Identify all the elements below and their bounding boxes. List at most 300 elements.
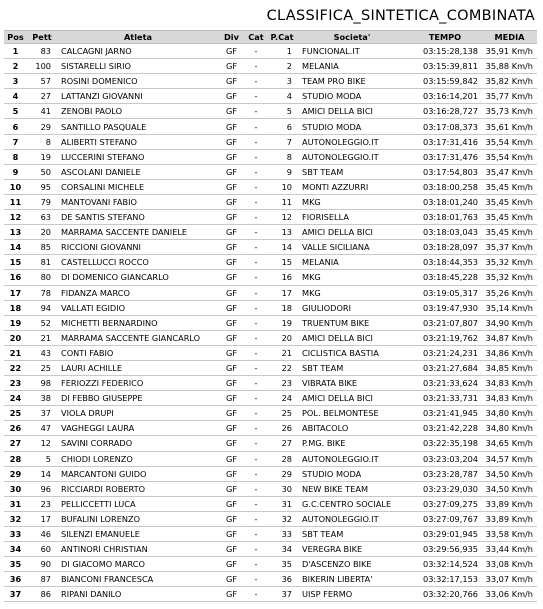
category-position-cell: 1 (268, 44, 296, 59)
bib-number-cell: 83 (27, 44, 57, 59)
division-cell: GF (219, 481, 244, 496)
bib-number-cell: 98 (27, 376, 57, 391)
division-cell: GF (219, 59, 244, 74)
team-cell: GIULIODORI (296, 300, 408, 315)
bib-number-cell: 43 (27, 345, 57, 360)
average-speed-cell: 34,80 Km/h (482, 421, 537, 436)
table-row (4, 285, 537, 300)
bib-number-cell: 60 (27, 542, 57, 557)
position-cell: 20 (4, 330, 27, 345)
athlete-name-cell: VIOLA DRUPI (57, 406, 219, 421)
position-cell: 34 (4, 542, 27, 557)
category-position-cell: 32 (268, 511, 296, 526)
bib-number-cell: 47 (27, 421, 57, 436)
team-cell: SBT TEAM (296, 164, 408, 179)
category-cell: - (244, 315, 268, 330)
bib-number-cell: 87 (27, 572, 57, 587)
division-cell: GF (219, 330, 244, 345)
athlete-name-cell: MARRAMA SACCENTE DANIELE (57, 225, 219, 240)
division-cell: GF (219, 406, 244, 421)
position-cell: 13 (4, 225, 27, 240)
division-cell: GF (219, 315, 244, 330)
time-cell: 03:15:39,811 (408, 59, 482, 74)
time-cell: 03:18:44,353 (408, 255, 482, 270)
category-position-cell: 36 (268, 572, 296, 587)
column-header-cat: Cat (244, 31, 268, 44)
position-cell: 4 (4, 89, 27, 104)
position-cell: 30 (4, 481, 27, 496)
division-cell: GF (219, 451, 244, 466)
athlete-name-cell: FERIOZZI FEDERICO (57, 376, 219, 391)
category-position-cell: 15 (268, 255, 296, 270)
category-position-cell: 19 (268, 315, 296, 330)
position-cell: 19 (4, 315, 27, 330)
team-cell: P.MG. BIKE (296, 436, 408, 451)
category-position-cell: 14 (268, 240, 296, 255)
time-cell: 03:18:45,228 (408, 270, 482, 285)
athlete-name-cell: SILENZI EMANUELE (57, 527, 219, 542)
table-row (4, 210, 537, 225)
category-position-cell: 23 (268, 376, 296, 391)
table-row (4, 572, 537, 587)
bib-number-cell: 41 (27, 104, 57, 119)
athlete-name-cell: VALLATI EGIDIO (57, 300, 219, 315)
time-cell: 03:21:33,624 (408, 376, 482, 391)
category-cell: - (244, 376, 268, 391)
average-speed-cell: 35,45 Km/h (482, 179, 537, 194)
time-cell: 03:27:09,767 (408, 511, 482, 526)
position-cell: 9 (4, 164, 27, 179)
column-header-pcat: P.Cat (268, 31, 296, 44)
division-cell: GF (219, 179, 244, 194)
team-cell: SBT TEAM (296, 360, 408, 375)
average-speed-cell: 35,26 Km/h (482, 285, 537, 300)
table-row (4, 119, 537, 134)
position-cell: 27 (4, 436, 27, 451)
time-cell: 03:17:31,476 (408, 149, 482, 164)
athlete-name-cell: MARCANTONI GUIDO (57, 466, 219, 481)
average-speed-cell: 33,58 Km/h (482, 527, 537, 542)
category-position-cell: 10 (268, 179, 296, 194)
team-cell: UISP FERMO (296, 587, 408, 602)
team-cell: MKG (296, 270, 408, 285)
table-row (4, 149, 537, 164)
athlete-name-cell: VAGHEGGI LAURA (57, 421, 219, 436)
position-cell: 15 (4, 255, 27, 270)
athlete-name-cell: CHIODI LORENZO (57, 451, 219, 466)
category-cell: - (244, 59, 268, 74)
athlete-name-cell: ROSINI DOMENICO (57, 74, 219, 89)
average-speed-cell: 34,50 Km/h (482, 466, 537, 481)
table-row (4, 421, 537, 436)
category-cell: - (244, 149, 268, 164)
division-cell: GF (219, 557, 244, 572)
time-cell: 03:21:27,684 (408, 360, 482, 375)
time-cell: 03:18:01,763 (408, 210, 482, 225)
team-cell: ABITACOLO (296, 421, 408, 436)
team-cell: AUTONOLEGGIO.IT (296, 511, 408, 526)
division-cell: GF (219, 572, 244, 587)
athlete-name-cell: RICCIARDI ROBERTO (57, 481, 219, 496)
table-row (4, 511, 537, 526)
athlete-name-cell: MARRAMA SACCENTE GIANCARLO (57, 330, 219, 345)
bib-number-cell: 86 (27, 587, 57, 602)
category-position-cell: 18 (268, 300, 296, 315)
time-cell: 03:21:41,945 (408, 406, 482, 421)
position-cell: 10 (4, 179, 27, 194)
bib-number-cell: 29 (27, 119, 57, 134)
athlete-name-cell: DE SANTIS STEFANO (57, 210, 219, 225)
average-speed-cell: 34,50 Km/h (482, 481, 537, 496)
average-speed-cell: 33,44 Km/h (482, 542, 537, 557)
position-cell: 14 (4, 240, 27, 255)
bib-number-cell: 23 (27, 496, 57, 511)
division-cell: GF (219, 119, 244, 134)
position-cell: 1 (4, 44, 27, 59)
team-cell: FUNCIONAL.IT (296, 44, 408, 59)
bib-number-cell: 57 (27, 74, 57, 89)
table-row (4, 481, 537, 496)
athlete-name-cell: PELLICCETTI LUCA (57, 496, 219, 511)
position-cell: 23 (4, 376, 27, 391)
column-header-pos: Pos (4, 31, 27, 44)
bib-number-cell: 20 (27, 225, 57, 240)
position-cell: 33 (4, 527, 27, 542)
time-cell: 03:32:20,766 (408, 587, 482, 602)
athlete-name-cell: SAVINI CORRADO (57, 436, 219, 451)
team-cell: VALLE SICILIANA (296, 240, 408, 255)
division-cell: GF (219, 300, 244, 315)
category-cell: - (244, 557, 268, 572)
team-cell: AMICI DELLA BICI (296, 391, 408, 406)
team-cell: VEREGRA BIKE (296, 542, 408, 557)
category-position-cell: 20 (268, 330, 296, 345)
athlete-name-cell: DI DOMENICO GIANCARLO (57, 270, 219, 285)
table-row (4, 406, 537, 421)
division-cell: GF (219, 466, 244, 481)
division-cell: GF (219, 542, 244, 557)
bib-number-cell: 94 (27, 300, 57, 315)
bib-number-cell: 17 (27, 511, 57, 526)
division-cell: GF (219, 89, 244, 104)
team-cell: AUTONOLEGGIO.IT (296, 451, 408, 466)
team-cell: NEW BIKE TEAM (296, 481, 408, 496)
category-position-cell: 25 (268, 406, 296, 421)
average-speed-cell: 35,77 Km/h (482, 89, 537, 104)
category-cell: - (244, 587, 268, 602)
athlete-name-cell: CORSALINI MICHELE (57, 179, 219, 194)
division-cell: GF (219, 421, 244, 436)
category-cell: - (244, 391, 268, 406)
time-cell: 03:17:31,416 (408, 134, 482, 149)
division-cell: GF (219, 134, 244, 149)
average-speed-cell: 34,86 Km/h (482, 345, 537, 360)
bib-number-cell: 12 (27, 436, 57, 451)
position-cell: 28 (4, 451, 27, 466)
athlete-name-cell: RICCIONI GIOVANNI (57, 240, 219, 255)
division-cell: GF (219, 345, 244, 360)
time-cell: 03:18:01,240 (408, 194, 482, 209)
bib-number-cell: 38 (27, 391, 57, 406)
category-position-cell: 35 (268, 557, 296, 572)
division-cell: GF (219, 74, 244, 89)
athlete-name-cell: DI FEBBO GIUSEPPE (57, 391, 219, 406)
category-position-cell: 6 (268, 119, 296, 134)
table-row (4, 557, 537, 572)
time-cell: 03:19:05,317 (408, 285, 482, 300)
table-row (4, 194, 537, 209)
column-header-tempo: TEMPO (408, 31, 482, 44)
category-position-cell: 3 (268, 74, 296, 89)
average-speed-cell: 34,87 Km/h (482, 330, 537, 345)
athlete-name-cell: ANTINORI CHRISTIAN (57, 542, 219, 557)
table-row (4, 104, 537, 119)
results-body (4, 44, 537, 602)
category-position-cell: 33 (268, 527, 296, 542)
table-row (4, 89, 537, 104)
athlete-name-cell: SANTILLO PASQUALE (57, 119, 219, 134)
average-speed-cell: 34,57 Km/h (482, 451, 537, 466)
bib-number-cell: 46 (27, 527, 57, 542)
division-cell: GF (219, 194, 244, 209)
category-position-cell: 17 (268, 285, 296, 300)
team-cell: MKG (296, 194, 408, 209)
position-cell: 17 (4, 285, 27, 300)
athlete-name-cell: MANTOVANI FABIO (57, 194, 219, 209)
athlete-name-cell: CALCAGNI JARNO (57, 44, 219, 59)
time-cell: 03:16:14,201 (408, 89, 482, 104)
category-cell: - (244, 436, 268, 451)
team-cell: AMICI DELLA BICI (296, 225, 408, 240)
athlete-name-cell: DI GIACOMO MARCO (57, 557, 219, 572)
position-cell: 12 (4, 210, 27, 225)
table-row (4, 436, 537, 451)
bib-number-cell: 80 (27, 270, 57, 285)
category-cell: - (244, 194, 268, 209)
table-row (4, 391, 537, 406)
category-cell: - (244, 44, 268, 59)
division-cell: GF (219, 391, 244, 406)
table-row (4, 330, 537, 345)
page-title: CLASSIFICA_SINTETICA_COMBINATA (266, 8, 535, 24)
bib-number-cell: 79 (27, 194, 57, 209)
average-speed-cell: 35,82 Km/h (482, 74, 537, 89)
bib-number-cell: 85 (27, 240, 57, 255)
time-cell: 03:17:54,803 (408, 164, 482, 179)
division-cell: GF (219, 210, 244, 225)
category-cell: - (244, 451, 268, 466)
team-cell: G.C.CENTRO SOCIALE (296, 496, 408, 511)
time-cell: 03:29:56,935 (408, 542, 482, 557)
table-row (4, 179, 537, 194)
division-cell: GF (219, 436, 244, 451)
table-row (4, 466, 537, 481)
athlete-name-cell: FIDANZA MARCO (57, 285, 219, 300)
time-cell: 03:18:28,097 (408, 240, 482, 255)
time-cell: 03:21:24,231 (408, 345, 482, 360)
time-cell: 03:15:59,842 (408, 74, 482, 89)
bib-number-cell: 37 (27, 406, 57, 421)
time-cell: 03:23:03,204 (408, 451, 482, 466)
average-speed-cell: 34,90 Km/h (482, 315, 537, 330)
bib-number-cell: 78 (27, 285, 57, 300)
team-cell: MELANIA (296, 59, 408, 74)
division-cell: GF (219, 240, 244, 255)
division-cell: GF (219, 360, 244, 375)
athlete-name-cell: ASCOLANI DANIELE (57, 164, 219, 179)
athlete-name-cell: RIPANI DANILO (57, 587, 219, 602)
athlete-name-cell: CASTELLUCCI ROCCO (57, 255, 219, 270)
category-position-cell: 13 (268, 225, 296, 240)
bib-number-cell: 27 (27, 89, 57, 104)
category-cell: - (244, 164, 268, 179)
position-cell: 3 (4, 74, 27, 89)
category-position-cell: 30 (268, 481, 296, 496)
average-speed-cell: 33,89 Km/h (482, 496, 537, 511)
position-cell: 18 (4, 300, 27, 315)
average-speed-cell: 35,61 Km/h (482, 119, 537, 134)
average-speed-cell: 34,80 Km/h (482, 406, 537, 421)
category-position-cell: 16 (268, 270, 296, 285)
average-speed-cell: 35,47 Km/h (482, 164, 537, 179)
table-row (4, 44, 537, 59)
category-position-cell: 31 (268, 496, 296, 511)
time-cell: 03:18:03,043 (408, 225, 482, 240)
division-cell: GF (219, 587, 244, 602)
position-cell: 7 (4, 134, 27, 149)
bib-number-cell: 100 (27, 59, 57, 74)
athlete-name-cell: LAURI ACHILLE (57, 360, 219, 375)
team-cell: STUDIO MODA (296, 466, 408, 481)
position-cell: 36 (4, 572, 27, 587)
time-cell: 03:15:28,138 (408, 44, 482, 59)
table-row (4, 164, 537, 179)
category-position-cell: 21 (268, 345, 296, 360)
table-row (4, 300, 537, 315)
bib-number-cell: 95 (27, 179, 57, 194)
average-speed-cell: 35,32 Km/h (482, 255, 537, 270)
table-row (4, 59, 537, 74)
athlete-name-cell: LUCCERINI STEFANO (57, 149, 219, 164)
category-cell: - (244, 496, 268, 511)
bib-number-cell: 50 (27, 164, 57, 179)
category-position-cell: 24 (268, 391, 296, 406)
time-cell: 03:19:47,930 (408, 300, 482, 315)
time-cell: 03:23:28,787 (408, 466, 482, 481)
bib-number-cell: 8 (27, 134, 57, 149)
category-position-cell: 11 (268, 194, 296, 209)
average-speed-cell: 33,08 Km/h (482, 557, 537, 572)
division-cell: GF (219, 511, 244, 526)
category-cell: - (244, 542, 268, 557)
bib-number-cell: 96 (27, 481, 57, 496)
position-cell: 25 (4, 406, 27, 421)
category-cell: - (244, 89, 268, 104)
average-speed-cell: 35,37 Km/h (482, 240, 537, 255)
table-row (4, 345, 537, 360)
time-cell: 03:21:07,807 (408, 315, 482, 330)
table-row (4, 527, 537, 542)
category-cell: - (244, 527, 268, 542)
team-cell: BIKERIN LIBERTA' (296, 572, 408, 587)
team-cell: POL. BELMONTESE (296, 406, 408, 421)
team-cell: SBT TEAM (296, 527, 408, 542)
athlete-name-cell: CONTI FABIO (57, 345, 219, 360)
bib-number-cell: 52 (27, 315, 57, 330)
column-header-div: Div (219, 31, 244, 44)
category-position-cell: 8 (268, 149, 296, 164)
team-cell: TEAM PRO BIKE (296, 74, 408, 89)
team-cell: MONTI AZZURRI (296, 179, 408, 194)
table-row (4, 451, 537, 466)
table-row (4, 315, 537, 330)
bib-number-cell: 90 (27, 557, 57, 572)
average-speed-cell: 35,45 Km/h (482, 194, 537, 209)
table-row (4, 134, 537, 149)
category-position-cell: 37 (268, 587, 296, 602)
time-cell: 03:32:14,524 (408, 557, 482, 572)
category-cell: - (244, 225, 268, 240)
team-cell: CICLISTICA BASTIA (296, 345, 408, 360)
category-cell: - (244, 466, 268, 481)
average-speed-cell: 35,91 Km/h (482, 44, 537, 59)
bib-number-cell: 19 (27, 149, 57, 164)
position-cell: 8 (4, 149, 27, 164)
athlete-name-cell: MICHETTI BERNARDINO (57, 315, 219, 330)
table-row (4, 376, 537, 391)
team-cell: AMICI DELLA BICI (296, 330, 408, 345)
table-row (4, 240, 537, 255)
division-cell: GF (219, 376, 244, 391)
average-speed-cell: 35,32 Km/h (482, 270, 537, 285)
category-position-cell: 22 (268, 360, 296, 375)
category-cell: - (244, 511, 268, 526)
position-cell: 16 (4, 270, 27, 285)
time-cell: 03:23:29,030 (408, 481, 482, 496)
bib-number-cell: 5 (27, 451, 57, 466)
category-cell: - (244, 179, 268, 194)
average-speed-cell: 34,83 Km/h (482, 376, 537, 391)
category-cell: - (244, 210, 268, 225)
position-cell: 11 (4, 194, 27, 209)
category-cell: - (244, 285, 268, 300)
category-position-cell: 7 (268, 134, 296, 149)
time-cell: 03:16:28,727 (408, 104, 482, 119)
position-cell: 2 (4, 59, 27, 74)
time-cell: 03:17:08,373 (408, 119, 482, 134)
table-row (4, 225, 537, 240)
category-position-cell: 26 (268, 421, 296, 436)
category-cell: - (244, 134, 268, 149)
time-cell: 03:22:35,198 (408, 436, 482, 451)
category-cell: - (244, 74, 268, 89)
average-speed-cell: 35,88 Km/h (482, 59, 537, 74)
athlete-name-cell: LATTANZI GIOVANNI (57, 89, 219, 104)
category-cell: - (244, 300, 268, 315)
category-position-cell: 29 (268, 466, 296, 481)
team-cell: D'ASCENZO BIKE (296, 557, 408, 572)
division-cell: GF (219, 285, 244, 300)
category-cell: - (244, 240, 268, 255)
team-cell: FIORISELLA (296, 210, 408, 225)
athlete-name-cell: BIANCONI FRANCESCA (57, 572, 219, 587)
average-speed-cell: 35,45 Km/h (482, 210, 537, 225)
results-table (4, 30, 537, 602)
category-cell: - (244, 345, 268, 360)
category-position-cell: 28 (268, 451, 296, 466)
time-cell: 03:32:17,153 (408, 572, 482, 587)
bib-number-cell: 63 (27, 210, 57, 225)
